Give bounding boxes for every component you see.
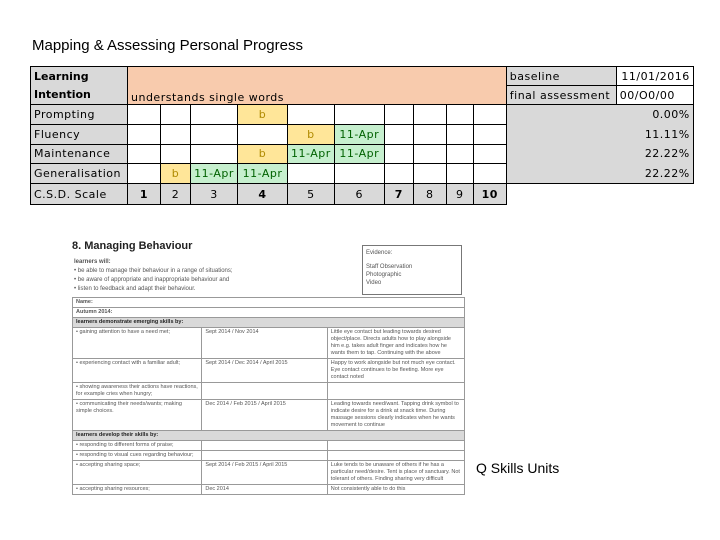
intro-line: learners will: [74,259,111,265]
evidence-title: Evidence: [366,250,393,256]
skill-row [73,400,465,431]
grid-cell [473,124,506,144]
skill-row [73,461,465,485]
grid-cell [413,105,446,125]
dates: Sept 2014 / Nov 2014 [202,328,327,359]
evidence-item: Video [366,280,382,286]
notes [327,383,464,400]
skill: • accepting sharing resources; [73,485,202,495]
skill-row [73,451,465,461]
grid-cell [128,164,161,184]
grid-cell: 11-Apr [288,144,335,164]
grid-cell [384,164,413,184]
skill-row [73,383,465,400]
skill: • showing awareness their actions have reactions, for example cries when hungry; [73,383,202,400]
grid-cell [384,105,413,125]
notes: Little eye contact but leading towards desired object/place. Directs adults how to play alongside him e.g. takes adult finger and indicates how he wants them to tap. Continuing with the above [327,328,464,359]
scale-value: 5 [288,184,335,205]
grid-cell [446,144,473,164]
caption: Q Skills Units [476,460,560,476]
row-percentage: 22.22% [644,166,690,180]
grid-cell [128,105,161,125]
doc-intro [74,258,233,294]
grid-cell: 11-Apr [334,144,384,164]
scale-value: 1 [128,184,161,205]
intro-line: • be able to manage their behaviour in a range of situations; [74,268,233,274]
notes: Luke tends to be unaware of others if he has a particular need/desire. Tent is place of sanctuary. Not tolerant of others. Finding sharing very difficult [327,461,464,485]
grid-cell [288,105,335,125]
scale-value: 7 [384,184,413,205]
scale-value: 2 [161,184,191,205]
grid-cell [128,124,161,144]
skill: • communicating their needs/wants; making simple choices. [73,400,202,431]
evidence-item: Photographic [366,272,402,278]
skill-row [73,485,465,495]
grid-cell [446,124,473,144]
skill: • responding to different forms of praise; [73,441,202,451]
scale-value: 9 [446,184,473,205]
notes [327,441,464,451]
grid-cell [238,124,288,144]
learning-intention: understands single words [128,67,507,105]
dates [202,451,327,461]
grid-cell: b [288,124,335,144]
row-percentage: 11.11% [644,127,690,141]
grid-cell: b [161,164,191,184]
scale-label: C.S.D. Scale [31,184,128,205]
dates [202,383,327,400]
evidence-box [362,245,462,295]
grid-cell [413,164,446,184]
dates: Sept 2014 / Dec 2014 / April 2015 [202,359,327,383]
grid-cell [473,105,506,125]
grid-cell [191,144,238,164]
grid-cell [473,164,506,184]
row-label: Maintenance [31,144,128,164]
notes: Not consistently able to do this [327,485,464,495]
grid-cell [191,105,238,125]
scale-value: 4 [238,184,288,205]
scale-value: 6 [334,184,384,205]
grid-cell [334,105,384,125]
grid-cell [128,144,161,164]
grid-cell [161,105,191,125]
grid-cell [384,124,413,144]
row-percentage: 22.22% [644,147,690,160]
notes: Happy to work alongside but not much eye contact. Eye contact continues to be fleeting. More eye contact noted [327,359,464,383]
skill: • accepting sharing space; [73,461,202,485]
grid-cell [334,164,384,184]
grid-cell [413,124,446,144]
row-label: Fluency [31,124,128,144]
grid-cell [384,144,413,164]
intro-line: • listen to feedback and adapt their behaviour. [74,286,196,292]
grid-cell [161,124,191,144]
skill: • responding to visual cues regarding behaviour; [73,451,202,461]
grid-cell [446,105,473,125]
baseline-date: 11/01/2016 [616,67,693,86]
grid-cell [413,144,446,164]
managing-behaviour-document [72,240,465,502]
notes: Leading towards need/want. Tapping drink symbol to indicate desire for a drink at snack time. During massage sessions clearly indicates when he wants movement to continue [327,400,464,431]
learning-intention-label: Learning Intention [31,67,128,105]
grid-cell: 11-Apr [238,164,288,184]
notes [327,451,464,461]
slide-title: Mapping & Assessing Personal Progress [32,37,303,54]
dates: Dec 2014 [202,485,327,495]
skill-row [73,359,465,383]
baseline-label: baseline [506,67,616,86]
grid-cell: 11-Apr [334,124,384,144]
scale-value: 10 [473,184,506,205]
doc-heading: 8. Managing Behaviour [72,240,193,252]
row-label: Generalisation [31,164,128,184]
grid-cell [446,164,473,184]
intro-line: • be aware of appropriate and inappropriate behaviour and [74,277,230,283]
dates: Sept 2014 / Feb 2015 / April 2015 [202,461,327,485]
term-row: Autumn 2014: [73,308,465,318]
skill: • gaining attention to have a need met; [73,328,202,359]
grid-cell [161,144,191,164]
row-label: Prompting [31,105,128,125]
grid-cell [191,124,238,144]
grid-cell: b [238,105,288,125]
grid-cell [473,144,506,164]
final-assessment-date: 00/O0/00 [616,86,693,105]
dates: Dec 2014 / Feb 2015 / April 2015 [202,400,327,431]
skill: • experiencing contact with a familiar adult; [73,359,202,383]
grid-cell: b [238,144,288,164]
skill-row [73,328,465,359]
final-assessment-label: final assessment [506,86,616,105]
section-develop: learners develop their skills by: [73,431,465,441]
scale-value: 3 [191,184,238,205]
row-percentage: 0.00% [652,108,690,121]
dates [202,441,327,451]
evidence-item: Staff Observation [366,264,413,270]
skill-row [73,441,465,451]
progress-grid [30,66,694,205]
scale-value: 8 [413,184,446,205]
section-emerging: learners demonstrate emerging skills by: [73,318,465,328]
grid-cell [288,164,335,184]
grid-cell: 11-Apr [191,164,238,184]
grid-row [31,105,694,125]
skills-table [72,297,465,495]
name-row: Name: [73,298,465,308]
